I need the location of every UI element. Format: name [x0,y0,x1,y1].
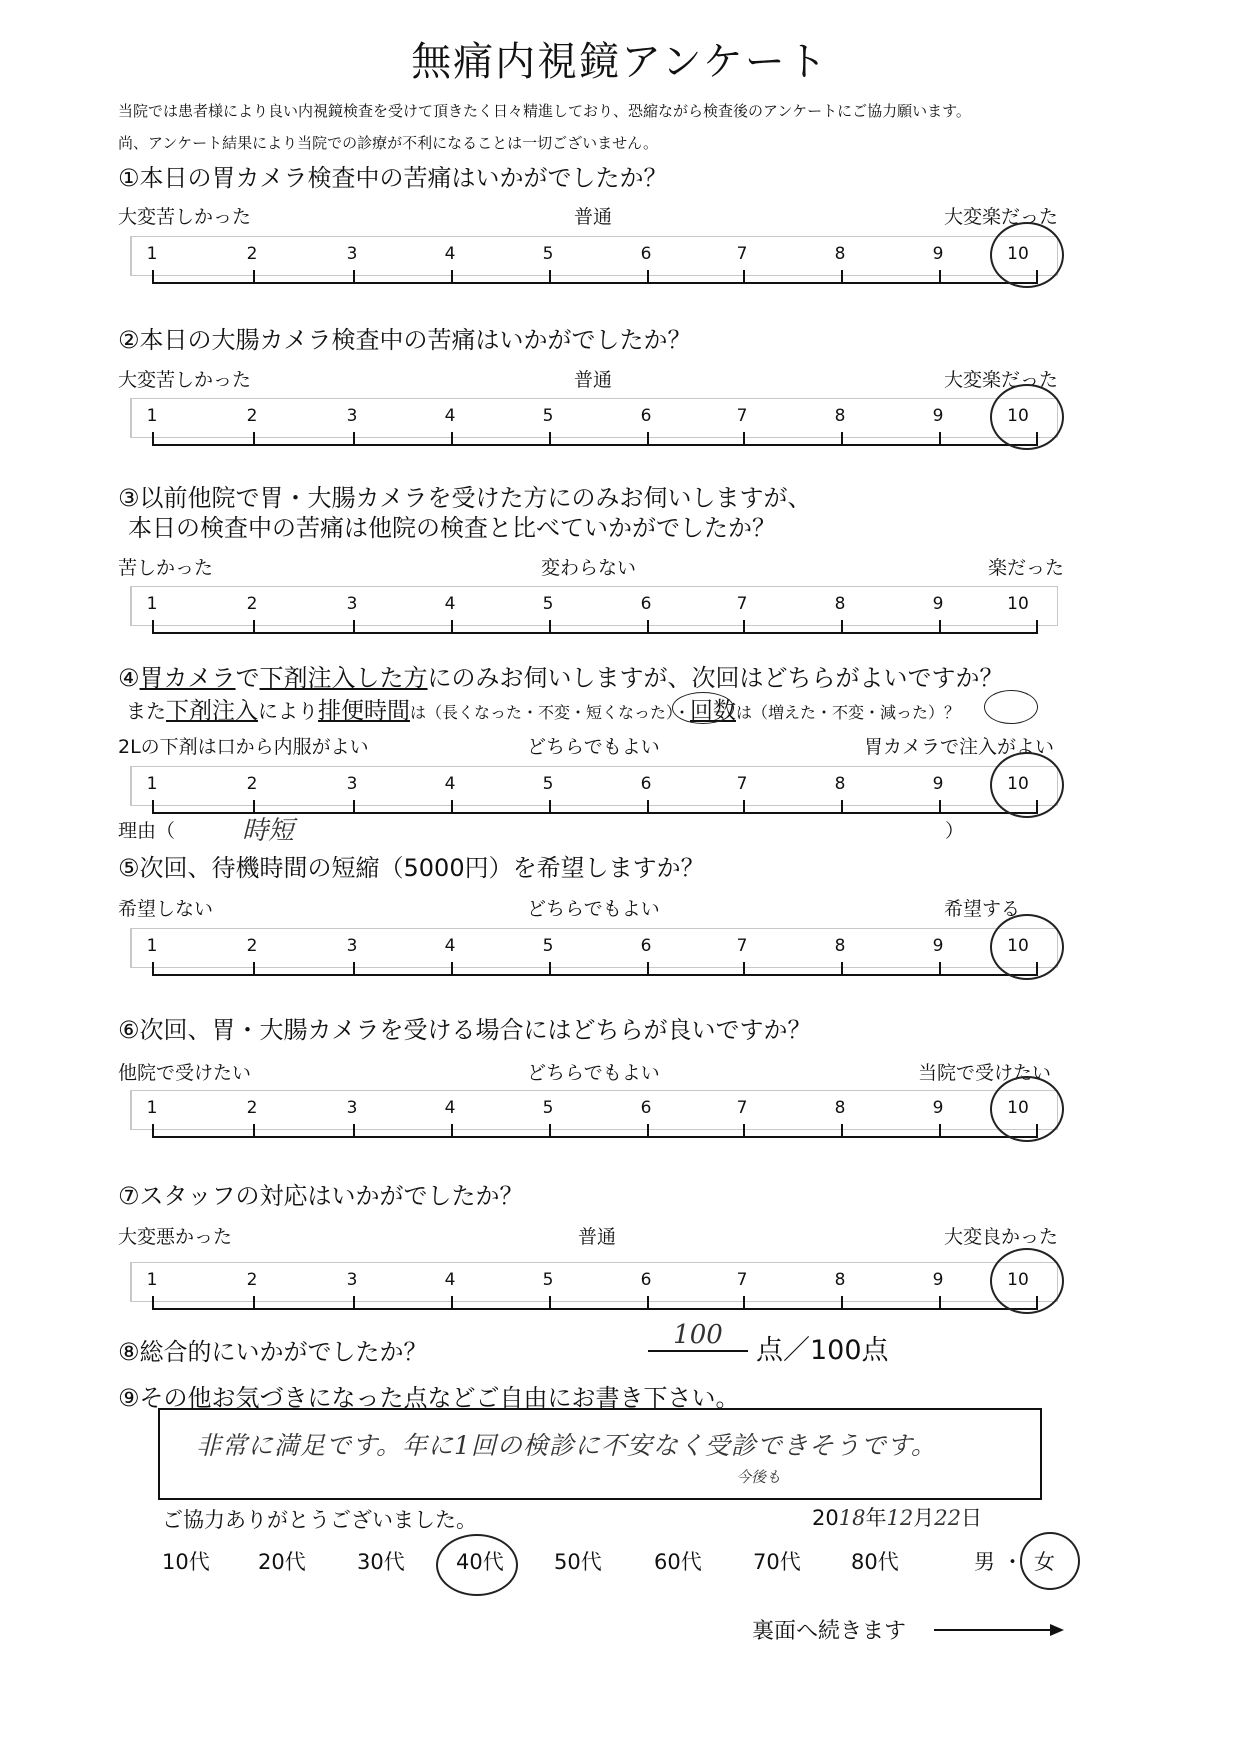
date-day: 22 [934,1506,961,1530]
q4-scale-option-3[interactable]: 3 [346,774,358,794]
q4-scale-option-5[interactable]: 5 [542,774,554,794]
q4-scale-tick [647,800,649,812]
q4-text-rest: にのみお伺いしますが、次回はどちらがよいですか？ [427,664,1004,692]
thanks-text: ご協力ありがとうございました。 [162,1508,477,1532]
q2-scale-option-9[interactable]: 9 [932,406,944,426]
q2-text: ②本日の大腸カメラ検査中の苦痛はいかがでしたか？ [118,326,692,354]
q3-scale-option-1[interactable]: 1 [146,594,158,614]
q5-scale-selected-circle [990,914,1064,980]
q2-scale-selected-circle [990,384,1064,450]
q4-scale-tick [939,800,941,812]
q2-left-label: 大変苦しかった [118,369,252,391]
q5-scale-axis [152,962,1038,976]
q1-scale-tick [743,270,745,282]
date-month-label: 月 [913,1506,935,1530]
q4-text-line-1 [118,658,1004,693]
q5-scale-tick [451,962,453,974]
page-title: 無痛内視鏡アンケート [411,39,829,85]
q5-scale-option-2[interactable]: 2 [246,936,258,956]
q3-scale-tick [841,620,843,632]
q4-scale-option-4[interactable]: 4 [444,774,456,794]
q4-right-label: 胃カメラで注入がよい [864,736,1055,758]
q3-scale-tick [939,620,941,632]
q4-text-line-2 [126,692,960,725]
q3-scale-option-2[interactable]: 2 [246,594,258,614]
q7-scale-option-4[interactable]: 4 [444,1270,456,1290]
q7-scale-tick [451,1296,453,1308]
q2-scale-option-6[interactable]: 6 [640,406,652,426]
q5-scale-option-4[interactable]: 4 [444,936,456,956]
date-field[interactable] [812,1502,982,1532]
q1-scale-tick [841,270,843,282]
q2-scale-tick [353,432,355,444]
q4-scale-selected-circle [990,752,1064,818]
q1-scale-selected-circle [990,222,1064,288]
q8-score-suffix: 点／100点 [756,1335,889,1366]
age-option-10[interactable]: 10代 [162,1550,210,1574]
q4-reason-close: ） [945,820,965,842]
q2-scale-option-4[interactable]: 4 [444,406,456,426]
q4-reason-label: 理由（ [118,820,176,842]
q4-mid-label: どちらでもよい [527,736,660,758]
q3-scale-tick [647,620,649,632]
q5-scale-tick [549,962,551,974]
q2-scale-option-5[interactable]: 5 [542,406,554,426]
q1-scale-option-5[interactable]: 5 [542,244,554,264]
q5-scale-option-7[interactable]: 7 [736,936,748,956]
q1-scale-option-2[interactable]: 2 [246,244,258,264]
q4-line2-mid2: は（長くなった・不変・短くなった）・ [410,703,691,722]
q7-scale-axis [152,1296,1038,1310]
q4-underlined-laxative: 下剤注入した方 [259,664,428,692]
date-year: 18 [838,1506,866,1530]
gender-selected-circle [1020,1532,1080,1590]
q3-text-line-1: ③以前他院で胃・大腸カメラを受けた方にのみお伺いしますが、 [118,484,812,512]
age-option-80[interactable]: 80代 [851,1550,899,1574]
q7-scale-option-2[interactable]: 2 [246,1270,258,1290]
continue-arrow-icon [934,1620,1066,1640]
q3-left-label: 苦しかった [118,557,214,579]
intro-line-2: 尚、アンケート結果により当院での診療が不利になることは一切ございません。 [118,134,659,152]
q4-scale-option-6[interactable]: 6 [640,774,652,794]
q3-scale-option-4[interactable]: 4 [444,594,456,614]
q4-underlined-gastro: 胃カメラ [139,664,236,692]
q6-scale-option-10[interactable]: 10 [1007,1098,1029,1118]
q6-scale-tick [939,1124,941,1136]
q7-scale-option-8[interactable]: 8 [834,1270,846,1290]
q1-scale-option-3[interactable]: 3 [346,244,358,264]
q7-scale-tick [743,1296,745,1308]
q2-scale-tick [451,432,453,444]
q3-text-line-2: 本日の検査中の苦痛は他院の検査と比べていかがでしたか？ [128,514,776,542]
q6-scale-axis [152,1124,1038,1138]
q2-scale-tick [841,432,843,444]
q3-mid-label: 変わらない [541,557,637,579]
q4-scale-tick [253,800,255,812]
q4-shorter-circle [672,692,737,724]
q5-scale-tick [647,962,649,974]
q6-scale-option-5[interactable]: 5 [542,1098,554,1118]
age-selected-circle [436,1534,518,1596]
q7-mid-label: 普通 [578,1226,617,1248]
q4-line2-pre: また [126,699,166,723]
q3-scale-option-6[interactable]: 6 [640,594,652,614]
q6-scale-tick [353,1124,355,1136]
q5-scale-option-9[interactable]: 9 [932,936,944,956]
q1-scale-option-10[interactable]: 10 [1007,244,1029,264]
q6-mid-label: どちらでもよい [527,1062,660,1084]
q4-text-de: で [235,664,260,692]
q7-text: ⑦スタッフの対応はいかがでしたか？ [118,1182,524,1210]
q6-scale-tick [253,1124,255,1136]
q6-scale-option-7[interactable]: 7 [736,1098,748,1118]
q5-scale-option-8[interactable]: 8 [834,936,846,956]
q5-left-label: 希望しない [118,898,214,920]
q7-scale-option-5[interactable]: 5 [542,1270,554,1290]
q3-right-label: 楽だった [988,557,1065,579]
q8-score-input[interactable]: 100 [648,1320,748,1352]
q6-scale-tick [841,1124,843,1136]
q5-mid-label: どちらでもよい [527,898,660,920]
q4-line2-laxative: 下剤注入 [166,698,258,724]
q1-scale-option-1[interactable]: 1 [146,244,158,264]
q5-scale-tick [743,962,745,974]
q2-scale-tick [743,432,745,444]
q2-scale-tick [253,432,255,444]
q1-scale-tick [549,270,551,282]
gender-option-female[interactable]: 女 [1034,1550,1055,1574]
q7-right-label: 大変良かった [944,1226,1059,1248]
q3-scale-option-7[interactable]: 7 [736,594,748,614]
q7-scale-tick [549,1296,551,1308]
date-day-label: 日 [960,1506,982,1530]
q2-scale-tick [647,432,649,444]
q1-mid-label: 普通 [574,206,613,228]
q7-scale-tick [647,1296,649,1308]
q6-scale-selected-circle [990,1076,1064,1142]
q4-scale-option-10[interactable]: 10 [1007,774,1029,794]
q7-scale-option-1[interactable]: 1 [146,1270,158,1290]
continue-text: 裏面へ続きます [752,1619,907,1644]
q1-scale-tick [353,270,355,282]
q5-right-label: 希望する [944,898,1021,920]
q2-scale-option-1[interactable]: 1 [146,406,158,426]
q7-scale-tick [353,1296,355,1308]
q5-scale-tick [939,962,941,974]
q3-scale-option-8[interactable]: 8 [834,594,846,614]
q6-scale-tick [549,1124,551,1136]
q9-comment-text: 非常に満足です。年に1回の検診に不安なく受診できそうです。 [196,1431,937,1460]
q1-left-label: 大変苦しかった [118,206,252,228]
q4-scale-option-8[interactable]: 8 [834,774,846,794]
gender-option-male[interactable]: 男 [974,1550,995,1574]
q5-scale-option-3[interactable]: 3 [346,936,358,956]
q2-scale-axis [152,432,1038,446]
age-option-40[interactable]: 40代 [456,1550,504,1574]
q4-scale-tick [743,800,745,812]
date-year-label: 年 [865,1506,887,1530]
q7-scale-option-9[interactable]: 9 [932,1270,944,1290]
q2-scale-tick [549,432,551,444]
q4-scale-option-2[interactable]: 2 [246,774,258,794]
q7-scale-option-7[interactable]: 7 [736,1270,748,1290]
q3-scale-option-3[interactable]: 3 [346,594,358,614]
q4-left-label: 2Lの下剤は口から内服がよい [118,736,369,758]
age-option-50[interactable]: 50代 [554,1550,602,1574]
q6-scale-tick [647,1124,649,1136]
q6-scale-option-3[interactable]: 3 [346,1098,358,1118]
gender-separator: ・ [1002,1550,1023,1574]
q8-text: ⑧総合的にいかがでしたか？ [118,1338,428,1366]
q4-scale-tick [841,800,843,812]
q7-scale-option-3[interactable]: 3 [346,1270,358,1290]
date-month: 12 [886,1506,914,1530]
q2-scale-tick [939,432,941,444]
q6-text: ⑥次回、胃・大腸カメラを受ける場合にはどちらが良いですか？ [118,1016,812,1044]
q6-right-label: 当院で受けたい [918,1062,1052,1084]
q5-scale-option-10[interactable]: 10 [1007,936,1029,956]
q5-scale-tick [353,962,355,974]
q3-scale-tick [353,620,355,632]
q4-scale-option-7[interactable]: 7 [736,774,748,794]
q3-scale-axis [152,620,1038,634]
q6-scale-option-9[interactable]: 9 [932,1098,944,1118]
q7-scale-tick [841,1296,843,1308]
q4-line2-bowel-time: 排便時間 [318,698,410,724]
q9-comment-insert: 今後も [736,1468,782,1486]
q6-scale-tick [743,1124,745,1136]
q5-scale-option-5[interactable]: 5 [542,936,554,956]
q4-line2-mid1: により [258,699,318,723]
q5-scale-option-1[interactable]: 1 [146,936,158,956]
q4-scale-option-9[interactable]: 9 [932,774,944,794]
age-option-30[interactable]: 30代 [357,1550,405,1574]
q2-scale-option-7[interactable]: 7 [736,406,748,426]
date-prefix: 20 [812,1506,839,1530]
q6-scale-option-4[interactable]: 4 [444,1098,456,1118]
q7-scale-option-10[interactable]: 10 [1007,1270,1029,1290]
q3-scale-tick [451,620,453,632]
q1-scale-tick [451,270,453,282]
q3-scale-tick [253,620,255,632]
q5-scale-tick [253,962,255,974]
q4-scale-tick [451,800,453,812]
intro-line-1: 当院では患者様により良い内視鏡検査を受けて頂きたく日々精進しており、恐縮ながら検査後のアンケートにご協力願います。 [118,102,971,120]
q6-scale-option-6[interactable]: 6 [640,1098,652,1118]
q2-scale-option-2[interactable]: 2 [246,406,258,426]
q6-scale-option-1[interactable]: 1 [146,1098,158,1118]
q2-scale-option-10[interactable]: 10 [1007,406,1029,426]
age-option-20[interactable]: 20代 [258,1550,306,1574]
q4-fewer-circle [984,690,1038,724]
q6-left-label: 他院で受けたい [118,1062,252,1084]
q7-left-label: 大変悪かった [118,1226,233,1248]
q4-scale-option-1[interactable]: 1 [146,774,158,794]
q1-scale-tick [939,270,941,282]
q4-scale-tick [549,800,551,812]
q3-scale-option-9[interactable]: 9 [932,594,944,614]
q3-scale-tick [549,620,551,632]
q7-scale-tick [253,1296,255,1308]
q4-scale-axis [152,800,1038,814]
age-option-60[interactable]: 60代 [654,1550,702,1574]
q1-text: ①本日の胃カメラ検査中の苦痛はいかがでしたか？ [118,164,668,192]
q4-reason-text[interactable]: 時短 [242,816,295,846]
q4-line2-count: 回数 [690,698,737,724]
q6-scale-option-8[interactable]: 8 [834,1098,846,1118]
q4-number: ④ [118,664,140,692]
q9-text: ⑨その他お気づきになった点などご自由にお書き下さい。 [118,1384,740,1412]
q1-scale-tick [253,270,255,282]
q1-right-label: 大変楽だった [944,206,1059,228]
q1-scale-tick [647,270,649,282]
q3-scale-option-5[interactable]: 5 [542,594,554,614]
q3-scale-option-10[interactable]: 10 [1007,594,1029,614]
q6-scale-tick [451,1124,453,1136]
q4-scale-tick [353,800,355,812]
q2-right-label: 大変楽だった [944,369,1059,391]
q1-scale-option-8[interactable]: 8 [834,244,846,264]
q7-scale-option-6[interactable]: 6 [640,1270,652,1290]
q7-scale-tick [939,1296,941,1308]
q6-scale-option-2[interactable]: 2 [246,1098,258,1118]
q5-scale-option-6[interactable]: 6 [640,936,652,956]
q1-scale-option-4[interactable]: 4 [444,244,456,264]
q1-scale-option-6[interactable]: 6 [640,244,652,264]
q1-scale-option-9[interactable]: 9 [932,244,944,264]
q5-text: ⑤次回、待機時間の短縮（5000円）を希望しますか？ [118,854,705,882]
q2-mid-label: 普通 [574,369,613,391]
age-option-70[interactable]: 70代 [753,1550,801,1574]
q4-line2-post: は（増えた・不変・減った）？ [736,703,961,722]
q2-scale-option-3[interactable]: 3 [346,406,358,426]
q5-scale-tick [841,962,843,974]
q2-scale-option-8[interactable]: 8 [834,406,846,426]
q1-scale-axis [152,270,1038,284]
q7-scale-selected-circle [990,1248,1064,1314]
q1-scale-option-7[interactable]: 7 [736,244,748,264]
q3-scale-tick [743,620,745,632]
